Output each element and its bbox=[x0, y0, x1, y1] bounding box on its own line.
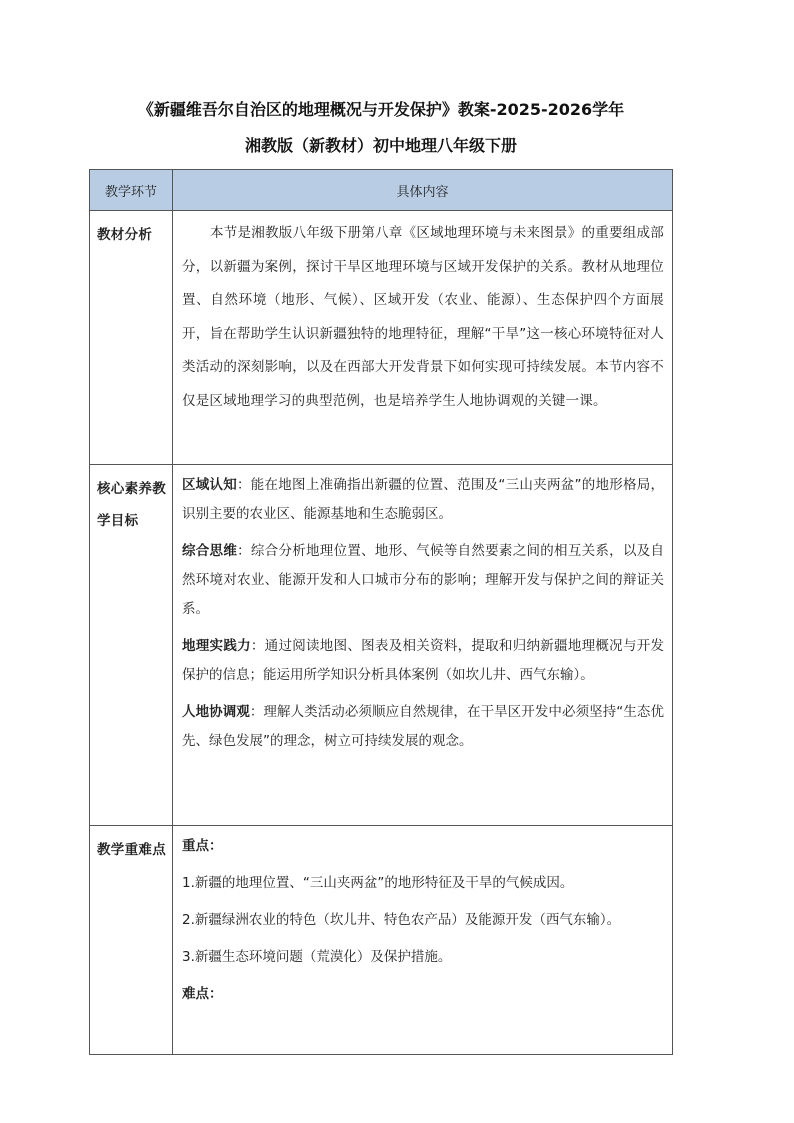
key-point-1: 1.新疆的地理位置、“三山夹两盆”的地形特征及干旱的气候成因。 bbox=[182, 875, 574, 891]
goal-text: ：理解人类活动必须顺应自然规律，在干旱区开发中必须坚持“生态优先、绿色发展”的理念，树立可持续发展的观念。 bbox=[182, 704, 664, 749]
document-title-line-2: 湘教版（新教材）初中地理八年级下册 bbox=[244, 136, 517, 155]
row-label-key-difficult-points: 教学重难点 bbox=[90, 826, 173, 1055]
goal-heading: 区域认知 bbox=[182, 477, 238, 493]
core-literacy-goals-cell bbox=[173, 465, 673, 826]
goal-text: ：综合分析地理位置、地形、气候等自然要素之间的相互关系，以及自然环境对农业、能源开发和人口城市分布的影响；理解开发与保护之间的辩证关系。 bbox=[182, 543, 665, 617]
textbook-analysis-cell bbox=[173, 211, 673, 465]
goal-heading: 地理实践力 bbox=[182, 638, 251, 654]
goal-human-land-harmony bbox=[182, 698, 664, 756]
lesson-plan-table bbox=[89, 169, 673, 1055]
table-row bbox=[90, 465, 673, 826]
goal-regional-cognition bbox=[182, 471, 664, 529]
goal-text: ：通过阅读地图、图表及相关资料，提取和归纳新疆地理概况与开发保护的信息；能运用所学知识分析具体案例（如坎儿井、西气东输）。 bbox=[182, 638, 665, 683]
goal-heading: 人地协调观 bbox=[182, 704, 250, 720]
table-header-row bbox=[90, 170, 673, 211]
header-teaching-stage: 教学环节 bbox=[90, 170, 173, 211]
key-difficult-points-cell bbox=[173, 826, 673, 1055]
table-row bbox=[90, 826, 673, 1055]
textbook-analysis-text: 本节是湘教版八年级下册第八章《区域地理环境与未来图景》的重要组成部分，以新疆为案例，探讨干旱区地理环境与区域开发保护的关系。教材从地理位置、自然环境（地形、气候）、区域开发（农业、能源）、生态保护四个方面展开，旨在帮助学生认识新疆独特的地理特征，理解“干旱”这一核心环境特征对人类活动的深刻影响，以及在西部大开发背景下如何实现可持续发展。本节内容不仅是区域地理学习的典型范例，也是培养学生人地协调观的关键一课。 bbox=[182, 225, 664, 409]
key-points-heading: 重点： bbox=[182, 838, 223, 854]
goal-geographic-practice bbox=[182, 632, 664, 690]
document-title-line-1: 《新疆维吾尔自治区的地理概况与开发保护》教案-2025-2026学年 bbox=[137, 100, 625, 119]
table-row bbox=[90, 211, 673, 465]
row-label-core-literacy-goals: 核心素养教学目标 bbox=[90, 465, 173, 826]
goal-integrated-thinking bbox=[182, 537, 664, 624]
goal-heading: 综合思维 bbox=[182, 543, 238, 559]
difficult-points-heading: 难点： bbox=[182, 986, 223, 1002]
key-point-3: 3.新疆生态环境问题（荒漠化）及保护措施。 bbox=[182, 949, 452, 965]
key-point-2: 2.新疆绿洲农业的特色（坎儿井、特色农产品）及能源开发（西气东输）。 bbox=[182, 912, 621, 928]
goal-text: ：能在地图上准确指出新疆的位置、范围及“三山夹两盆”的地形格局，识别主要的农业区、能源基地和生态脆弱区。 bbox=[182, 477, 664, 522]
header-content: 具体内容 bbox=[173, 170, 673, 211]
row-label-textbook-analysis: 教材分析 bbox=[90, 211, 173, 465]
